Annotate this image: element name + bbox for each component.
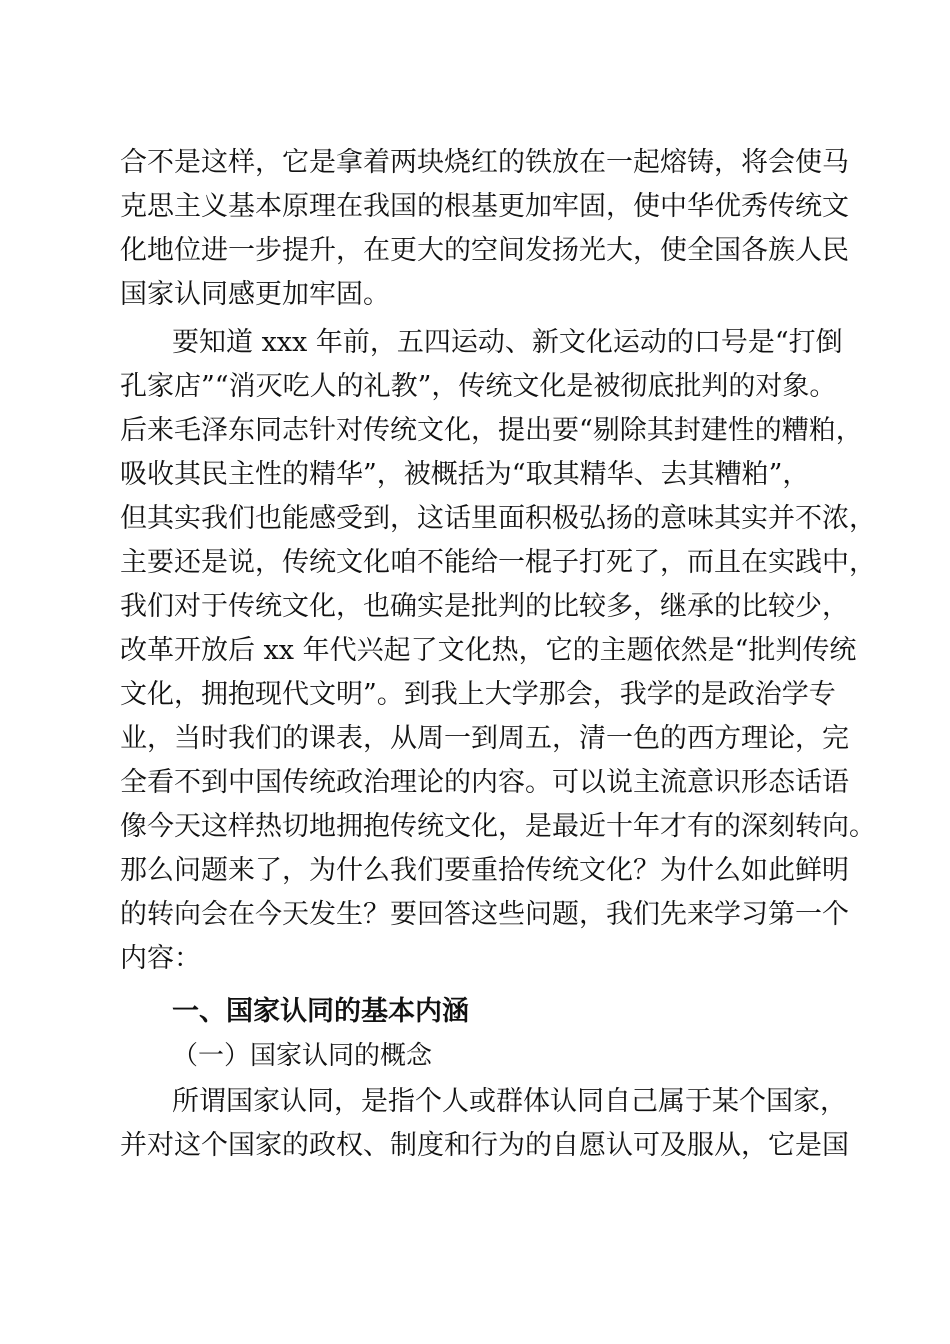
body-text-line: 像今天这样热切地拥抱传统文化，是最近十年才有的深刻转向。 xyxy=(120,811,876,842)
body-text-line: 化地位进一步提升，在更大的空间发扬光大，使全国各族人民 xyxy=(120,235,849,266)
paragraph-start-line: 所谓国家认同，是指个人或群体认同自己属于某个国家， xyxy=(172,1086,847,1117)
body-text-line: 合不是这样，它是拿着两块烧红的铁放在一起熔铸，将会使马 xyxy=(120,147,849,178)
paragraph-start-line: 要知道 xxx 年前，五四运动、新文化运动的口号是“打倒 xyxy=(172,327,843,358)
body-text-line: 并对这个国家的政权、制度和行为的自愿认可及服从，它是国 xyxy=(120,1130,849,1161)
body-text-line: 改革开放后 xx 年代兴起了文化热，它的主题依然是“批判传统 xyxy=(120,635,857,666)
body-text-line: 克思主义基本原理在我国的根基更加牢固，使中华优秀传统文 xyxy=(120,191,849,222)
body-text-line: 主要还是说，传统文化咱不能给一棍子打死了，而且在实践中， xyxy=(120,547,876,578)
section-heading: 一、国家认同的基本内涵 xyxy=(172,996,469,1027)
body-text-line: 孔家店”“消灭吃人的礼教”，传统文化是被彻底批判的对象。 xyxy=(120,371,837,402)
body-text-line: 文化，拥抱现代文明”。到我上大学那会，我学的是政治学专 xyxy=(120,679,836,710)
body-text-line: 我们对于传统文化，也确实是批判的比较多，继承的比较少， xyxy=(120,591,849,622)
body-text-line: 那么问题来了，为什么我们要重拾传统文化？为什么如此鲜明 xyxy=(120,855,849,886)
body-text-line: 全看不到中国传统政治理论的内容。可以说主流意识形态话语 xyxy=(120,767,849,798)
body-text-line: 后来毛泽东同志针对传统文化，提出要“剔除其封建性的糟粕， xyxy=(120,415,863,446)
subsection-heading: （一）国家认同的概念 xyxy=(172,1041,433,1071)
body-text-line: 内容： xyxy=(120,943,201,974)
body-text-line: 但其实我们也能感受到，这话里面积极弘扬的意味其实并不浓， xyxy=(120,503,876,534)
body-text-line: 业，当时我们的课表，从周一到周五，清一色的西方理论，完 xyxy=(120,723,849,754)
body-text-line: 的转向会在今天发生？要回答这些问题，我们先来学习第一个 xyxy=(120,899,849,930)
body-text-line: 国家认同感更加牢固。 xyxy=(120,279,390,310)
body-text-line: 吸收其民主性的精华”，被概括为“取其精华、去其糟粕”， xyxy=(120,459,810,490)
